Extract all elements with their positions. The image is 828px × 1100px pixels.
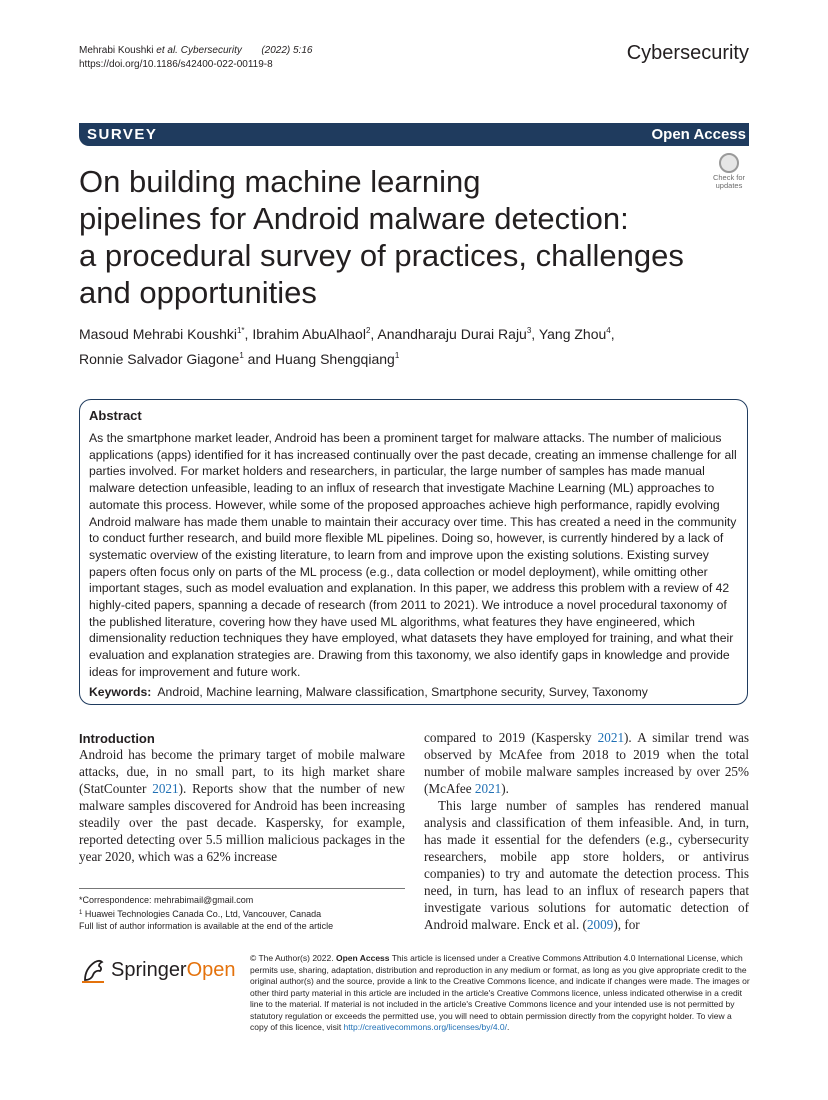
citation-link[interactable]: 2021 [474, 781, 502, 796]
footnote-rule [79, 888, 405, 889]
keywords-label: Keywords: [89, 685, 152, 699]
author-info-note: Full list of author information is available at the end of the article [79, 921, 334, 931]
intro-column-right [424, 729, 749, 933]
abstract-heading: Abstract [89, 408, 142, 423]
check-updates-icon [719, 153, 739, 173]
author-list: Masoud Mehrabi Koushki$^{1*}$, Ibrahim AbuAlhaol$^2$, Anandharaju Durai Raju$^3$, Yang Zhou$^4$, Ronnie Salvador Giagone$^1$ and Huang Shengqiang$^1$ [79, 326, 615, 367]
running-header [79, 44, 312, 72]
correspondence: *Correspondence: mehrabimail@gmail.com [79, 895, 254, 905]
intro-paragraph-2: This large number of samples has rendered manual analysis and classification of them infeasible. And, in turn, has made it essential for the defenders (e.g., cybersecurity researchers, mobile app store holders, or antivirus companies) to try and automate the detection process. This need, in turn, has lead to an influx of research papers that investigate various solutions for automatic detection of Android malware. Enck et al. (2009), for [424, 798, 749, 932]
citation-link[interactable]: 2021 [597, 730, 625, 745]
article-type-label: SURVEY [87, 126, 158, 143]
intro-paragraph-continued: compared to 2019 (Kaspersky 2021). A similar trend was observed by McAfee from 2018 to 2019 when the total number of mobile malware samples increased by over 25% (McAfee 2021). [424, 730, 749, 796]
affiliation-note: $^1$ Huawei Technologies Canada Co., Ltd, Vancouver, Canada [79, 908, 322, 919]
introduction-heading: Introduction [79, 731, 155, 746]
keywords [89, 684, 741, 700]
open-access-label: Open Access [651, 126, 746, 143]
springer-open-wordmark: SpringerOpen [111, 959, 236, 981]
springer-horse-icon [79, 956, 107, 984]
springer-open-logo [79, 956, 239, 986]
intro-paragraph-left: Android has become the primary target of mobile malware attacks, due, in no small part, to its high market share (StatCounter 2021). Reports show that the number of new malware samples discovered for Android has been increasing steadily over the past decade. Kaspersky, for example, reported detecting over 5.5 million malicious packages in the year 2020, which was a 62% increase [79, 747, 405, 864]
license-notice: © The Author(s) 2022. Open Access This article is licensed under a Creative Commons Attribution 4.0 International License, which permits use, sharing, adaptation, distribution and reproduction in any medium or format, as long as you give appropriate credit to the original author(s) and the source, provide a link to the Creative Commons licence, and indicate if changes were made. The images or other third party material in this article are included in the article's Creative Commons licence, unless indicated otherwise in a credit line to the material. If material is not included in the article's Creative Commons licence and your intended use is not permitted by statutory regulation or exceeds the permitted use, you will need to obtain permission directly from the copyright holder. To view a copy of this licence, visit http://creativecommons.org/licenses/by/4.0/. [250, 953, 750, 1032]
license-link[interactable]: http://creativecommons.org/licenses/by/4.0/ [343, 1022, 508, 1032]
keywords-list: Android, Machine learning, Malware classification, Smartphone security, Survey, Taxonomy [157, 685, 648, 699]
abstract-body: As the smartphone market leader, Android has been a prominent target for malware attacks. The number of malicious applications (apps) identified for it has increased continually over the past decade, creating an immense challenge for all parties involved. For market holders and researchers, in particular, the large number of samples has made manual malware detection unfeasible, leading to an influx of research that investigate Machine Learning (ML) approaches to automate this process. However, while some of the proposed approaches achieve high performance, rapidly evolving Android malware has made them unable to maintain their accuracy over time. This has created a need in the community to conduct further research, and build more flexible ML pipelines. Doing so, however, is currently hindered by a lack of systematic overview of the existing literature, to learn from and improve upon the existing solutions. Existing survey papers often focus only on parts of the ML process (e.g., data collection or model deployment), while omitting other important stages, such as model evaluation and explanation. In this paper, we address this problem with a review of 42 highly-cited papers, spanning a decade of research (from 2011 to 2021). We introduce a novel procedural taxonomy of the published literature, covering how they have used ML algorithms, what features they have engineered, which dimensionality reduction techniques they have employed, what datasets they have employed for training, and what their evaluation and explanation strategies are. Drawing from this taxonomy, we also identify gaps in knowledge and provide ideas for improvement and future work. [89, 431, 737, 679]
doi-link[interactable]: https://doi.org/10.1186/s42400-022-00119-8 [79, 59, 273, 70]
check-updates-text: Check for updates [712, 173, 746, 190]
footnotes [79, 894, 409, 933]
journal-name: Cybersecurity [626, 42, 749, 64]
article-type-banner [79, 123, 749, 146]
citation-line: Mehrabi Koushki et al. Cybersecurity (2022) 5:16 [79, 45, 313, 56]
citation-link[interactable]: 2021 [152, 781, 179, 796]
citation-link[interactable]: 2009 [586, 917, 614, 932]
paper-title: On building machine learning pipelines for Android malware detection: a procedural survey of practices, challenges and opportunities [79, 164, 684, 310]
